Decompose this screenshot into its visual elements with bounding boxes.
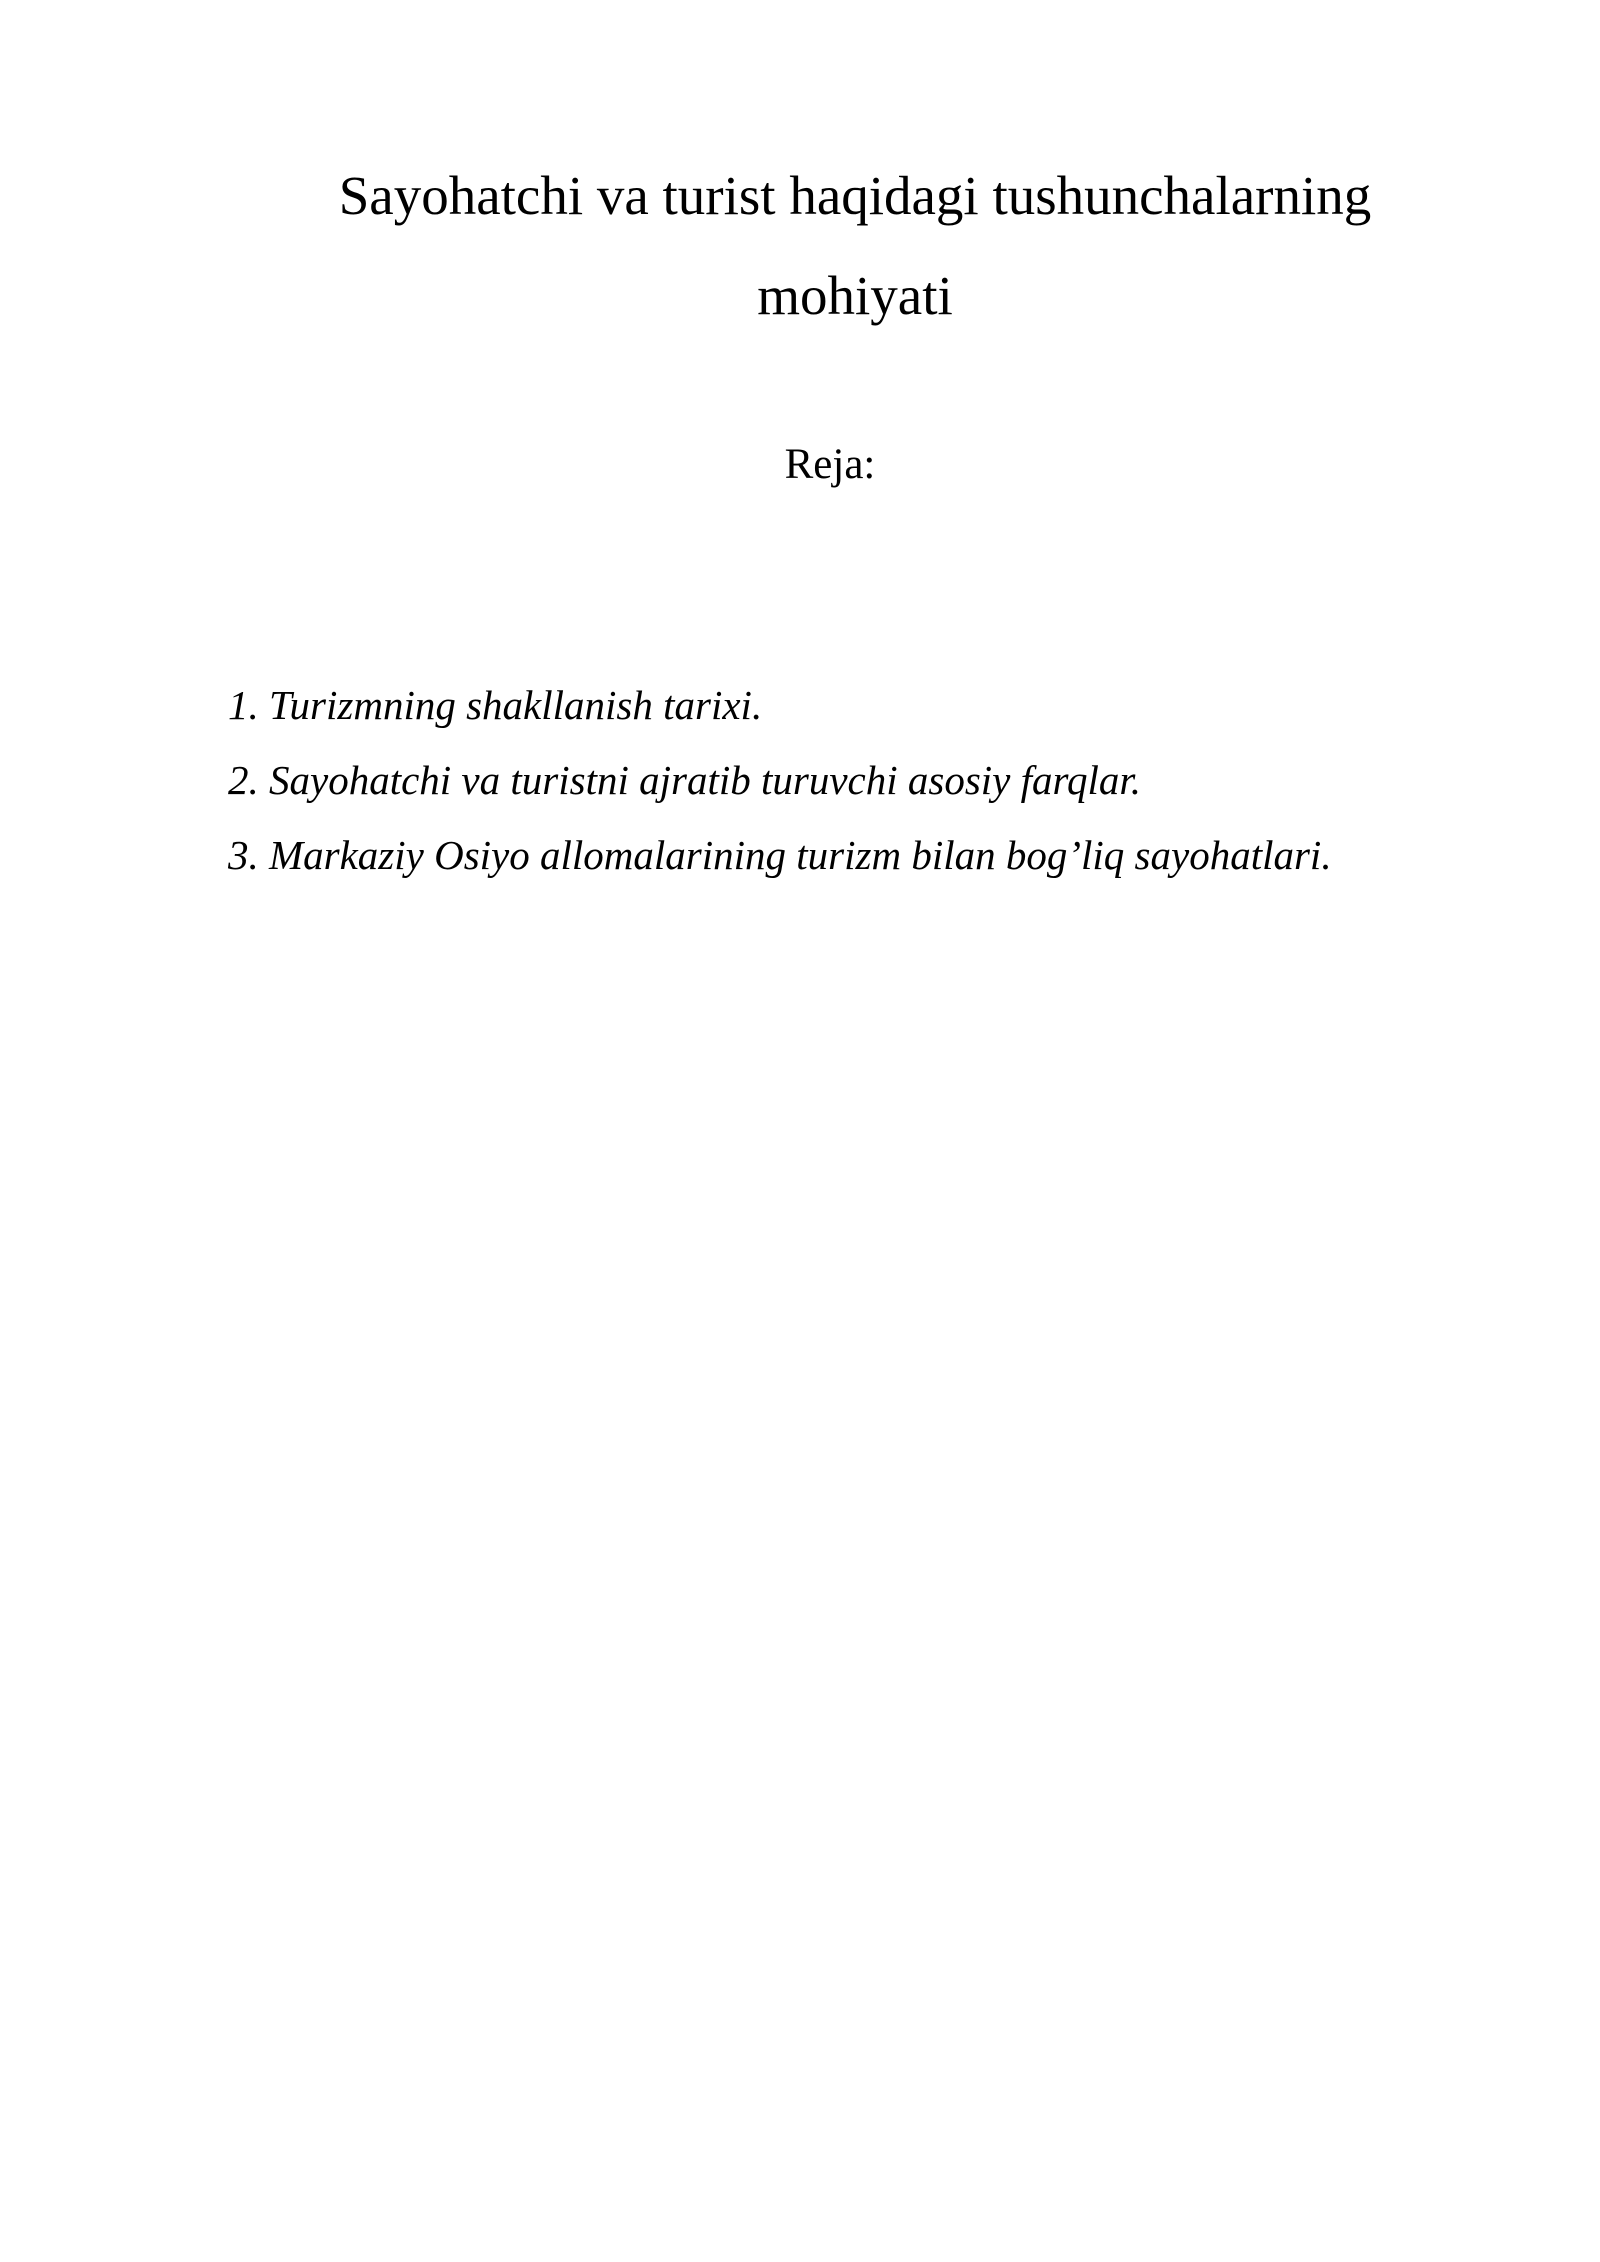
plan-heading: Reja: xyxy=(784,441,876,488)
document-title xyxy=(290,146,1420,346)
plan-item: 2. Sayohatchi va turistni ajratib turuvchi asosiy farqlar. xyxy=(228,757,1141,803)
plan-item: 3. Markaziy Osiyo allomalarining turizm bilan bog’liq sayohatlari. xyxy=(228,832,1332,878)
plan-item: 1. Turizmning shakllanish tarixi. xyxy=(228,682,763,728)
plan-list xyxy=(228,668,1332,893)
document-title-line: mohiyati xyxy=(757,265,953,326)
document-title-line: Sayohatchi va turist haqidagi tushunchalarning xyxy=(338,165,1372,226)
